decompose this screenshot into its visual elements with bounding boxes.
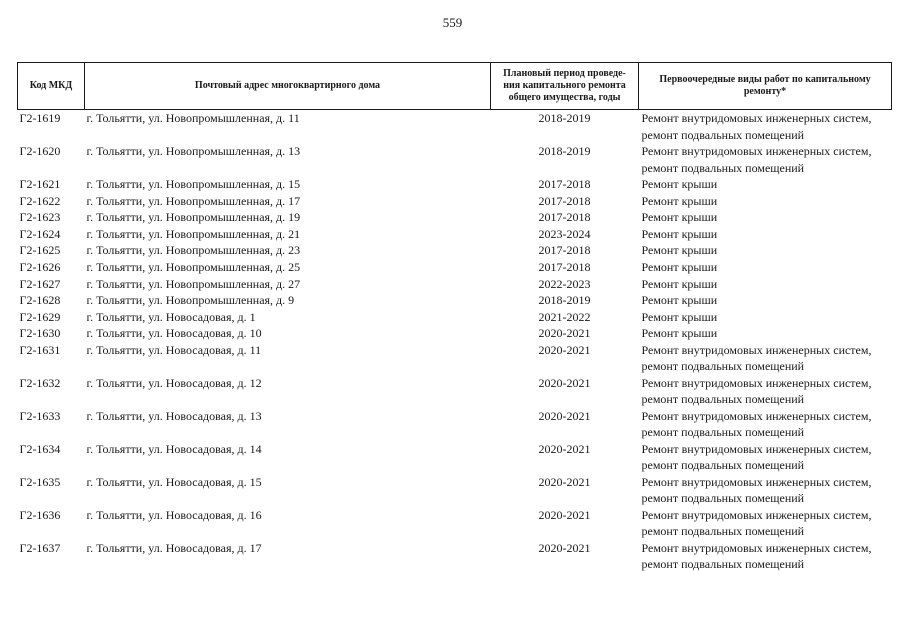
works-line: Ремонт крыши bbox=[641, 276, 718, 291]
cell-code: Г2-1627 bbox=[19, 276, 61, 291]
cell-works bbox=[639, 276, 892, 293]
works-line: Ремонт крыши bbox=[641, 326, 718, 341]
cell-works bbox=[639, 226, 892, 243]
table-row bbox=[18, 441, 892, 474]
cell-address: г. Тольятти, ул. Новосадовая, д. 1 bbox=[86, 309, 256, 324]
cell-address: г. Тольятти, ул. Новопромышленная, д. 17 bbox=[86, 193, 301, 208]
cell-works bbox=[639, 292, 892, 309]
cell-address: г. Тольятти, ул. Новосадовая, д. 17 bbox=[86, 540, 262, 555]
cell-works bbox=[639, 259, 892, 276]
cell-period: 2020-2021 bbox=[538, 507, 591, 522]
cell-period: 2020-2021 bbox=[538, 474, 591, 489]
works-line: ремонт подвальных помещений bbox=[641, 392, 805, 407]
cell-works bbox=[639, 143, 892, 176]
works-line: Ремонт крыши bbox=[641, 177, 718, 191]
cell-works bbox=[639, 540, 892, 573]
cell-code: Г2-1625 bbox=[19, 243, 61, 258]
cell-address: г. Тольятти, ул. Новопромышленная, д. 25 bbox=[86, 259, 301, 274]
cell-address: г. Тольятти, ул. Новосадовая, д. 12 bbox=[86, 375, 262, 390]
works-line: Ремонт крыши bbox=[641, 259, 718, 274]
cell-period: 2020-2021 bbox=[538, 408, 591, 423]
table-row bbox=[18, 242, 892, 259]
header-code: Код МКД bbox=[18, 63, 85, 110]
table-row bbox=[18, 342, 892, 375]
works-line: ремонт подвальных помещений bbox=[641, 359, 805, 374]
works-line: ремонт подвальных помещений bbox=[641, 557, 805, 572]
cell-works bbox=[639, 474, 892, 507]
table-row bbox=[18, 292, 892, 309]
header-works bbox=[639, 63, 892, 110]
cell-address: г. Тольятти, ул. Новосадовая, д. 16 bbox=[86, 507, 262, 522]
table-header bbox=[18, 63, 892, 110]
works-line: Ремонт внутридомовых инженерных систем, bbox=[641, 375, 872, 390]
header-period-line: ния капитального ремонта bbox=[503, 80, 626, 91]
cell-period: 2022-2023 bbox=[538, 276, 591, 291]
cell-address: г. Тольятти, ул. Новопромышленная, д. 19 bbox=[86, 210, 301, 225]
header-works-line: Первоочередные виды работ по капитальному bbox=[659, 74, 871, 85]
table-row bbox=[18, 143, 892, 176]
works-line: Ремонт внутридомовых инженерных систем, bbox=[641, 441, 872, 456]
cell-address: г. Тольятти, ул. Новопромышленная, д. 15 bbox=[86, 177, 301, 191]
table-body bbox=[18, 110, 892, 573]
capital-repair-table-container bbox=[17, 62, 891, 573]
cell-address: г. Тольятти, ул. Новосадовая, д. 10 bbox=[86, 326, 262, 341]
cell-period: 2020-2021 bbox=[538, 540, 591, 555]
cell-works bbox=[639, 507, 892, 540]
table-row bbox=[18, 276, 892, 293]
works-line: Ремонт внутридомовых инженерных систем, bbox=[641, 144, 872, 158]
cell-works bbox=[639, 375, 892, 408]
works-line: Ремонт крыши bbox=[641, 293, 718, 308]
cell-period: 2023-2024 bbox=[538, 226, 591, 241]
works-line: ремонт подвальных помещений bbox=[641, 425, 805, 440]
table-row bbox=[18, 474, 892, 507]
table-row bbox=[18, 110, 892, 144]
table-row bbox=[18, 375, 892, 408]
table-row bbox=[18, 176, 892, 193]
works-line: Ремонт внутридомовых инженерных систем, bbox=[641, 540, 872, 555]
cell-address: г. Тольятти, ул. Новосадовая, д. 15 bbox=[86, 474, 262, 489]
table-row bbox=[18, 209, 892, 226]
works-line: Ремонт крыши bbox=[641, 309, 718, 324]
cell-code: Г2-1626 bbox=[19, 259, 61, 274]
cell-address: г. Тольятти, ул. Новопромышленная, д. 9 bbox=[86, 293, 295, 308]
cell-address: г. Тольятти, ул. Новопромышленная, д. 13 bbox=[86, 144, 301, 158]
works-line: ремонт подвальных помещений bbox=[641, 491, 805, 506]
table-row bbox=[18, 193, 892, 210]
cell-period: 2017-2018 bbox=[538, 259, 591, 274]
cell-address: г. Тольятти, ул. Новопромышленная, д. 21 bbox=[86, 226, 301, 241]
works-line: ремонт подвальных помещений bbox=[641, 127, 805, 142]
works-line: Ремонт внутридомовых инженерных систем, bbox=[641, 111, 872, 125]
table-row bbox=[18, 507, 892, 540]
cell-works bbox=[639, 242, 892, 259]
cell-works bbox=[639, 110, 892, 144]
cell-code: Г2-1637 bbox=[19, 540, 61, 555]
works-line: Ремонт внутридомовых инженерных систем, bbox=[641, 507, 872, 522]
cell-code: Г2-1623 bbox=[19, 210, 61, 225]
table-row bbox=[18, 408, 892, 441]
cell-address: г. Тольятти, ул. Новопромышленная, д. 23 bbox=[86, 243, 301, 258]
cell-code: Г2-1624 bbox=[19, 226, 61, 241]
cell-code: Г2-1634 bbox=[19, 441, 61, 456]
table-row bbox=[18, 259, 892, 276]
cell-period: 2021-2022 bbox=[538, 309, 591, 324]
cell-code: Г2-1619 bbox=[19, 111, 61, 125]
capital-repair-table bbox=[17, 62, 892, 573]
cell-code: Г2-1630 bbox=[19, 326, 61, 341]
header-works-line: ремонту* bbox=[743, 86, 787, 97]
works-line: Ремонт крыши bbox=[641, 243, 718, 258]
works-line: Ремонт внутридомовых инженерных систем, bbox=[641, 342, 872, 357]
cell-works bbox=[639, 342, 892, 375]
cell-works bbox=[639, 209, 892, 226]
works-line: Ремонт внутридомовых инженерных систем, bbox=[641, 408, 872, 423]
cell-works bbox=[639, 193, 892, 210]
works-line: ремонт подвальных помещений bbox=[641, 160, 805, 175]
cell-period: 2018-2019 bbox=[538, 293, 591, 308]
cell-code: Г2-1628 bbox=[19, 293, 61, 308]
cell-period: 2018-2019 bbox=[538, 111, 591, 125]
page-number: 559 bbox=[442, 15, 463, 30]
cell-address: г. Тольятти, ул. Новосадовая, д. 11 bbox=[86, 342, 262, 357]
cell-works bbox=[639, 441, 892, 474]
cell-period: 2020-2021 bbox=[538, 342, 591, 357]
cell-code: Г2-1633 bbox=[19, 408, 61, 423]
cell-address: г. Тольятти, ул. Новопромышленная, д. 11 bbox=[86, 111, 300, 125]
table-row bbox=[18, 540, 892, 573]
header-period-line: Плановый период проведе- bbox=[503, 68, 626, 79]
cell-address: г. Тольятти, ул. Новосадовая, д. 13 bbox=[86, 408, 262, 423]
works-line: Ремонт крыши bbox=[641, 226, 718, 241]
cell-address: г. Тольятти, ул. Новосадовая, д. 14 bbox=[86, 441, 262, 456]
cell-code: Г2-1635 bbox=[19, 474, 61, 489]
header-address: Почтовый адрес многоквартирного дома bbox=[85, 63, 491, 110]
cell-code: Г2-1622 bbox=[19, 193, 61, 208]
works-line: Ремонт крыши bbox=[641, 193, 718, 208]
cell-code: Г2-1620 bbox=[19, 144, 61, 158]
cell-period: 2020-2021 bbox=[538, 441, 591, 456]
cell-period: 2017-2018 bbox=[538, 243, 591, 258]
cell-code: Г2-1636 bbox=[19, 507, 61, 522]
cell-period: 2017-2018 bbox=[538, 177, 591, 191]
table-row bbox=[18, 325, 892, 342]
cell-works bbox=[639, 176, 892, 193]
works-line: ремонт подвальных помещений bbox=[641, 524, 805, 539]
cell-period: 2017-2018 bbox=[538, 210, 591, 225]
works-line: Ремонт крыши bbox=[641, 210, 718, 225]
cell-period: 2017-2018 bbox=[538, 193, 591, 208]
cell-works bbox=[639, 325, 892, 342]
cell-works bbox=[639, 309, 892, 326]
cell-address: г. Тольятти, ул. Новопромышленная, д. 27 bbox=[86, 276, 301, 291]
header-period bbox=[491, 63, 639, 110]
cell-code: Г2-1631 bbox=[19, 342, 61, 357]
header-period-line: общего имущества, годы bbox=[508, 92, 621, 103]
works-line: Ремонт внутридомовых инженерных систем, bbox=[641, 474, 872, 489]
cell-code: Г2-1621 bbox=[19, 177, 61, 191]
table-row bbox=[18, 226, 892, 243]
cell-period: 2020-2021 bbox=[538, 375, 591, 390]
cell-period: 2018-2019 bbox=[538, 144, 591, 158]
cell-works bbox=[639, 408, 892, 441]
cell-code: Г2-1632 bbox=[19, 375, 61, 390]
cell-code: Г2-1629 bbox=[19, 309, 61, 324]
table-row bbox=[18, 309, 892, 326]
works-line: ремонт подвальных помещений bbox=[641, 458, 805, 473]
cell-period: 2020-2021 bbox=[538, 326, 591, 341]
